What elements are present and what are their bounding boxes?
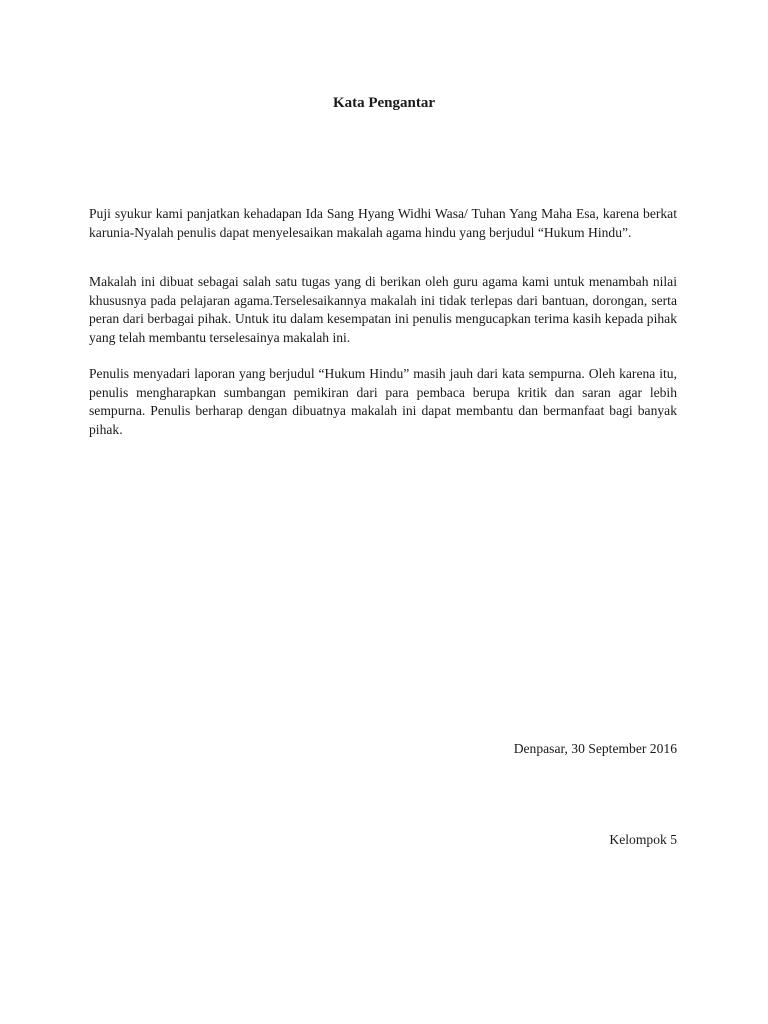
paragraph-closing: Penulis menyadari laporan yang berjudul “Hukum Hindu” masih jauh dari kata sempurna. Oleh karena itu, penulis mengharapkan sumbangan pemikiran dari para pembaca berupa kritik dan saran agar lebih sempurna. Penulis berharap dengan dibuatnya makalah ini dapat membantu dan bermanfaat bagi banyak pihak. [89, 366, 677, 437]
signature-group: Kelompok 5 [609, 832, 677, 847]
paragraph-purpose: Makalah ini dibuat sebagai salah satu tugas yang di berikan oleh guru agama kami untuk menambah nilai khususnya pada pelajaran agama.Terselesaikannya makalah ini tidak terlepas dari bantuan, dorongan, serta peran dari berbagai pihak. Untuk itu dalam kesempatan ini penulis mengucapkan terima kasih kepada pihak yang telah membantu terselesainya makalah ini. [89, 274, 677, 345]
place-date: Denpasar, 30 September 2016 [513, 741, 677, 756]
paragraph-opening: Puji syukur kami panjatkan kehadapan Ida Sang Hyang Widhi Wasa/ Tuhan Yang Maha Esa, karena berkat karunia-Nyalah penulis dapat menyelesaikan makalah agama hindu yang berjudul “Hukum Hindu”. [89, 206, 677, 240]
page-title: Kata Pengantar [332, 95, 436, 111]
